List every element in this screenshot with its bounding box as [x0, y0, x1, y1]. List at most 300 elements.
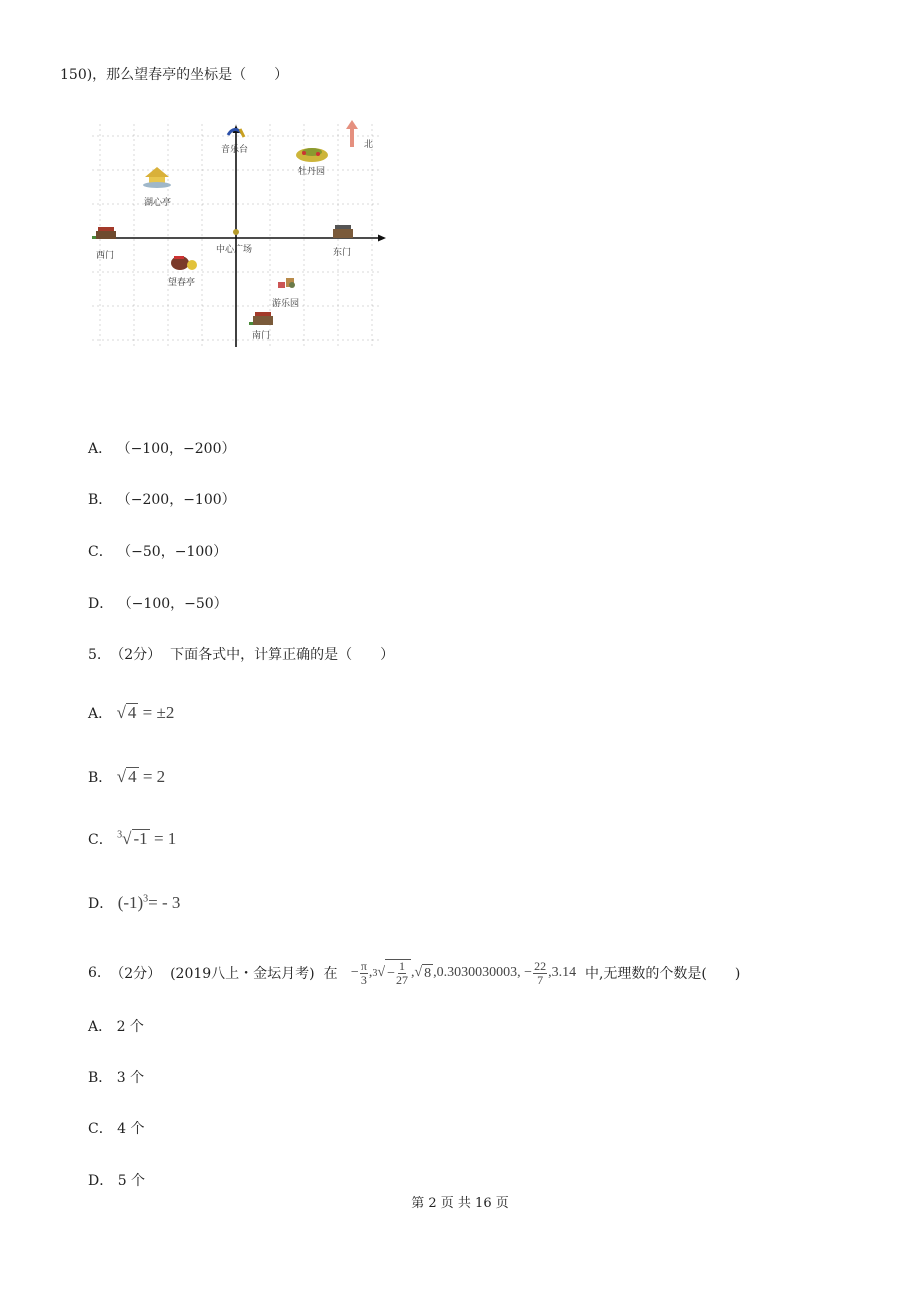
grid-dot: [247, 339, 248, 340]
grid-dot: [307, 271, 308, 272]
grid-dot: [371, 129, 372, 130]
grid-dot: [187, 271, 188, 272]
grid-dot: [227, 203, 228, 204]
radicand: -1: [133, 829, 148, 848]
grid-dot: [167, 329, 168, 330]
grid-dot: [172, 203, 173, 204]
label-north: 北: [364, 140, 374, 150]
grid-dot: [342, 203, 343, 204]
grid-dot: [303, 124, 304, 125]
grid-dot: [99, 289, 100, 290]
grid-dot: [201, 159, 202, 160]
grid-dot: [347, 339, 348, 340]
grid-dot: [207, 271, 208, 272]
grid-dot: [307, 203, 308, 204]
north-arrow-icon: [346, 120, 358, 147]
grid-dot: [167, 319, 168, 320]
grid-dot: [122, 203, 123, 204]
grid-dot: [352, 203, 353, 204]
grid-dot: [322, 203, 323, 204]
grid-dot: [99, 344, 100, 345]
option-formula: √ 4 = 2: [116, 767, 166, 786]
grid-dot: [297, 271, 298, 272]
grid-dot: [322, 135, 323, 136]
grid-dot: [217, 305, 218, 306]
grid-dot: [272, 169, 273, 170]
grid-dot: [367, 203, 368, 204]
grid-dot: [182, 339, 183, 340]
grid-dot: [133, 149, 134, 150]
option-letter: A．: [88, 1019, 113, 1035]
grid-dot: [337, 214, 338, 215]
grid-dot: [269, 229, 270, 230]
option-text: （−50，−100）: [117, 544, 228, 560]
grid-dot: [377, 271, 378, 272]
option-d[interactable]: [88, 593, 228, 613]
grid-dot: [212, 305, 213, 306]
grid-dot: [127, 135, 128, 136]
grid-dot: [272, 135, 273, 136]
grid-dot: [371, 309, 372, 310]
option-c[interactable]: [88, 541, 227, 561]
grid-dot: [303, 249, 304, 250]
grid-dot: [102, 135, 103, 136]
grid-dot: [377, 169, 378, 170]
grid-dot: [167, 264, 168, 265]
grid-dot: [201, 244, 202, 245]
option-formula: $^3$√ -1 = 1: [117, 829, 177, 848]
grid-dot: [142, 339, 143, 340]
grid-dot: [133, 214, 134, 215]
grid-dot: [102, 203, 103, 204]
grid-dot: [269, 289, 270, 290]
grid-dot: [92, 135, 93, 136]
grid-dot: [322, 339, 323, 340]
grid-dot: [377, 305, 378, 306]
grid-dot: [232, 135, 233, 136]
grid-dot: [172, 305, 173, 306]
grid-dot: [371, 289, 372, 290]
grid-dot: [167, 289, 168, 290]
q6-option-c[interactable]: [88, 1118, 145, 1138]
grid-dot: [372, 271, 373, 272]
grid-dot: [247, 135, 248, 136]
grid-dot: [133, 219, 134, 220]
decimal-number: 3.14: [551, 965, 577, 980]
grid-dot: [137, 203, 138, 204]
grid-dot: [232, 271, 233, 272]
grid-dot: [371, 159, 372, 160]
grid-dot: [269, 284, 270, 285]
grid-dot: [133, 204, 134, 205]
grid-dot: [232, 203, 233, 204]
grid-dot: [167, 334, 168, 335]
grid-dot: [327, 203, 328, 204]
grid-dot: [167, 124, 168, 125]
west-gate-icon: [92, 227, 116, 239]
grid-dot: [167, 299, 168, 300]
grid-dot: [222, 305, 223, 306]
separator: ,: [410, 965, 415, 980]
grid-dot: [371, 239, 372, 240]
grid-dot: [307, 135, 308, 136]
grid-dot: [371, 324, 372, 325]
grid-dot: [201, 149, 202, 150]
q6-option-a[interactable]: [88, 1016, 144, 1036]
grid-dot: [377, 135, 378, 136]
grid-dot: [269, 214, 270, 215]
grid-dot: [282, 203, 283, 204]
grid-dot: [337, 259, 338, 260]
grid-dot: [303, 134, 304, 135]
grid-dot: [282, 135, 283, 136]
grid-dot: [269, 279, 270, 280]
grid-dot: [182, 203, 183, 204]
label-wangchun-pavilion: 望春亭: [168, 278, 196, 288]
grid-dot: [102, 271, 103, 272]
grid-dot: [182, 169, 183, 170]
grid-dot: [99, 164, 100, 165]
grid-dot: [157, 305, 158, 306]
grid-dot: [167, 179, 168, 180]
option-a[interactable]: [88, 438, 235, 458]
grid-dot: [269, 239, 270, 240]
grid-dot: [201, 234, 202, 235]
fraction-pi-3: [360, 960, 368, 987]
grid-dot: [99, 319, 100, 320]
grid-dot: [303, 319, 304, 320]
grid-dot: [197, 135, 198, 136]
grid-dot: [117, 339, 118, 340]
grid-dot: [272, 271, 273, 272]
grid-dot: [182, 271, 183, 272]
grid-dot: [99, 264, 100, 265]
grid-dot: [99, 219, 100, 220]
x-axis-arrow-icon: [378, 235, 386, 242]
grid-dot: [337, 203, 338, 204]
numerator: 22: [534, 958, 547, 973]
q6-option-d[interactable]: [88, 1170, 145, 1190]
grid-dot: [147, 169, 148, 170]
grid-dot: [269, 309, 270, 310]
grid-dot: [307, 339, 308, 340]
grid-dot: [269, 129, 270, 130]
grid-dot: [167, 294, 168, 295]
grid-dot: [237, 271, 238, 272]
grid-dot: [302, 135, 303, 136]
q5-option-b[interactable]: [88, 767, 165, 787]
grid-dot: [371, 264, 372, 265]
lake-pavilion-icon: [143, 167, 171, 188]
grid-dot: [92, 339, 93, 340]
grid-dot: [337, 305, 338, 306]
grid-dot: [371, 294, 372, 295]
grid-dot: [201, 289, 202, 290]
grid-dot: [99, 279, 100, 280]
grid-dot: [269, 154, 270, 155]
grid-dot: [99, 329, 100, 330]
grid-dot: [99, 239, 100, 240]
grid-dot: [337, 174, 338, 175]
option-letter: B．: [88, 492, 113, 508]
grid-dot: [201, 184, 202, 185]
grid-dot: [132, 305, 133, 306]
grid-dot: [99, 154, 100, 155]
grid-dot: [92, 271, 93, 272]
grid-dot: [207, 339, 208, 340]
q5-option-c[interactable]: [88, 829, 176, 849]
grid-dot: [142, 271, 143, 272]
grid-dot: [287, 271, 288, 272]
grid-dot: [371, 299, 372, 300]
grid-dot: [252, 169, 253, 170]
grid-dot: [201, 344, 202, 345]
grid-dot: [201, 249, 202, 250]
grid-dot: [133, 239, 134, 240]
south-gate-icon: [249, 312, 273, 325]
grid-dot: [362, 271, 363, 272]
grid-dot: [237, 339, 238, 340]
grid-dot: [337, 169, 338, 170]
grid-dot: [347, 305, 348, 306]
grid-dot: [303, 234, 304, 235]
grid-dot: [133, 199, 134, 200]
power-exponent: 3: [143, 893, 149, 905]
grid-dot: [242, 203, 243, 204]
decimal-number: 0.3030030003: [436, 965, 518, 980]
grid-dot: [277, 135, 278, 136]
grid-dot: [357, 339, 358, 340]
grid-dot: [303, 239, 304, 240]
grid-dot: [167, 305, 168, 306]
q5-option-a[interactable]: [88, 703, 174, 723]
grid-dot: [201, 254, 202, 255]
grid-dot: [371, 344, 372, 345]
grid-dot: [133, 284, 134, 285]
grid-dot: [303, 254, 304, 255]
grid-dot: [303, 269, 304, 270]
grid-dot: [362, 169, 363, 170]
grid-dot: [201, 164, 202, 165]
grid-dot: [92, 305, 93, 306]
grid-dot: [133, 244, 134, 245]
label-amusement-park: 游乐园: [272, 299, 300, 309]
grid-dot: [197, 271, 198, 272]
grid-dot: [269, 209, 270, 210]
grid-dot: [257, 135, 258, 136]
grid-dot: [107, 339, 108, 340]
grid-dot: [352, 305, 353, 306]
grid-dot: [201, 284, 202, 285]
grid-dot: [227, 305, 228, 306]
option-letter: D．: [88, 896, 114, 912]
grid-dot: [372, 305, 373, 306]
grid-dot: [192, 271, 193, 272]
grid-dot: [133, 269, 134, 270]
grid-dot: [252, 135, 253, 136]
grid-dot: [99, 139, 100, 140]
grid-dot: [217, 203, 218, 204]
grid-dot: [269, 199, 270, 200]
q6-option-b[interactable]: [88, 1067, 144, 1087]
grid-dot: [332, 271, 333, 272]
grid-dot: [152, 305, 153, 306]
option-letter: D．: [88, 596, 114, 612]
grid-dot: [347, 135, 348, 136]
denominator: 7: [537, 972, 544, 987]
grid-dot: [133, 209, 134, 210]
grid-dot: [371, 124, 372, 125]
grid-dot: [371, 224, 372, 225]
grid-dot: [222, 339, 223, 340]
grid-dot: [262, 305, 263, 306]
grid-dot: [269, 124, 270, 125]
option-text: （−100，−200）: [116, 441, 236, 457]
grid-dot: [172, 271, 173, 272]
grid-dot: [99, 199, 100, 200]
grid-dot: [202, 305, 203, 306]
option-text: （−100，−50）: [117, 596, 228, 612]
grid-dot: [99, 304, 100, 305]
grid-dot: [262, 135, 263, 136]
grid-dot: [133, 234, 134, 235]
grid-dot: [99, 214, 100, 215]
grid-dot: [322, 271, 323, 272]
grid-dot: [167, 189, 168, 190]
wangchun-pavilion-icon: [171, 256, 197, 270]
grid-dot: [367, 339, 368, 340]
minus-sign: −: [387, 965, 395, 981]
grid-dot: [122, 305, 123, 306]
grid-dot: [332, 135, 333, 136]
grid-dot: [357, 203, 358, 204]
grid-dot: [342, 339, 343, 340]
grid-dot: [201, 309, 202, 310]
grid-dot: [242, 339, 243, 340]
grid-dot: [322, 305, 323, 306]
root-index: 3: [372, 967, 378, 979]
grid-dot: [367, 305, 368, 306]
grid-dot: [371, 214, 372, 215]
option-text: 5 个: [117, 1173, 146, 1189]
q5-option-d[interactable]: [88, 893, 180, 913]
question-4-stem-tail: 150)，那么望春亭的坐标是（ ）: [60, 67, 289, 83]
grid-dot: [212, 203, 213, 204]
grid-dot: [133, 329, 134, 330]
grid-dot: [337, 299, 338, 300]
grid-dot: [212, 271, 213, 272]
grid-dot: [201, 239, 202, 240]
grid-dot: [371, 254, 372, 255]
grid-dot: [287, 135, 288, 136]
grid-dot: [312, 339, 313, 340]
option-letter: B．: [88, 770, 113, 786]
grid-dot: [303, 329, 304, 330]
option-letter: B．: [88, 1070, 113, 1086]
grid-dot: [337, 199, 338, 200]
grid-dot: [133, 324, 134, 325]
grid-dot: [371, 184, 372, 185]
grid-dot: [312, 135, 313, 136]
separator: ,: [548, 965, 552, 980]
grid-dot: [201, 324, 202, 325]
grid-dot: [337, 209, 338, 210]
grid-dot: [177, 135, 178, 136]
option-letter: C．: [88, 1121, 113, 1137]
grid-dot: [292, 339, 293, 340]
grid-dot: [201, 129, 202, 130]
grid-dot: [97, 339, 98, 340]
grid-dot: [201, 264, 202, 265]
grid-dot: [167, 129, 168, 130]
grid-dot: [112, 135, 113, 136]
grid-dot: [237, 305, 238, 306]
grid-dot: [152, 271, 153, 272]
fraction-1-27: [396, 960, 408, 987]
grid-dot: [157, 135, 158, 136]
grid-dot: [303, 264, 304, 265]
center-square-icon: [233, 229, 239, 235]
grid-dot: [97, 135, 98, 136]
grid-dot: [217, 271, 218, 272]
coordinate-map-figure: [88, 115, 388, 350]
grid-dot: [202, 271, 203, 272]
fraction-22-7: [533, 960, 547, 987]
grid-dot: [247, 305, 248, 306]
grid-dot: [269, 269, 270, 270]
grid-dot: [372, 169, 373, 170]
grid-dot: [99, 159, 100, 160]
grid-dot: [337, 154, 338, 155]
grid-dot: [327, 305, 328, 306]
grid-dot: [267, 271, 268, 272]
grid-dot: [197, 203, 198, 204]
grid-dot: [217, 135, 218, 136]
grid-dot: [371, 279, 372, 280]
grid-dot: [303, 279, 304, 280]
grid-dot: [337, 314, 338, 315]
grid-dot: [357, 271, 358, 272]
grid-dot: [177, 203, 178, 204]
grid-dot: [303, 179, 304, 180]
option-b[interactable]: [88, 489, 236, 509]
grid-dot: [133, 289, 134, 290]
grid-dot: [127, 339, 128, 340]
grid-dot: [133, 139, 134, 140]
grid-dot: [127, 305, 128, 306]
grid-dot: [167, 234, 168, 235]
grid-dot: [97, 203, 98, 204]
grid-dot: [292, 135, 293, 136]
grid-dot: [201, 304, 202, 305]
option-formula: √ 4 = ±2: [116, 703, 175, 722]
grid-dot: [167, 309, 168, 310]
grid-dot: [337, 149, 338, 150]
grid-dot: [187, 339, 188, 340]
grid-dot: [207, 305, 208, 306]
grid-dot: [99, 184, 100, 185]
grid-dot: [99, 224, 100, 225]
grid-dot: [167, 339, 168, 340]
grid-dot: [182, 135, 183, 136]
grid-dot: [212, 339, 213, 340]
grid-dot: [292, 169, 293, 170]
grid-dot: [112, 203, 113, 204]
grid-dot: [371, 334, 372, 335]
grid-dot: [99, 144, 100, 145]
grid-dot: [167, 269, 168, 270]
grid-dot: [167, 224, 168, 225]
